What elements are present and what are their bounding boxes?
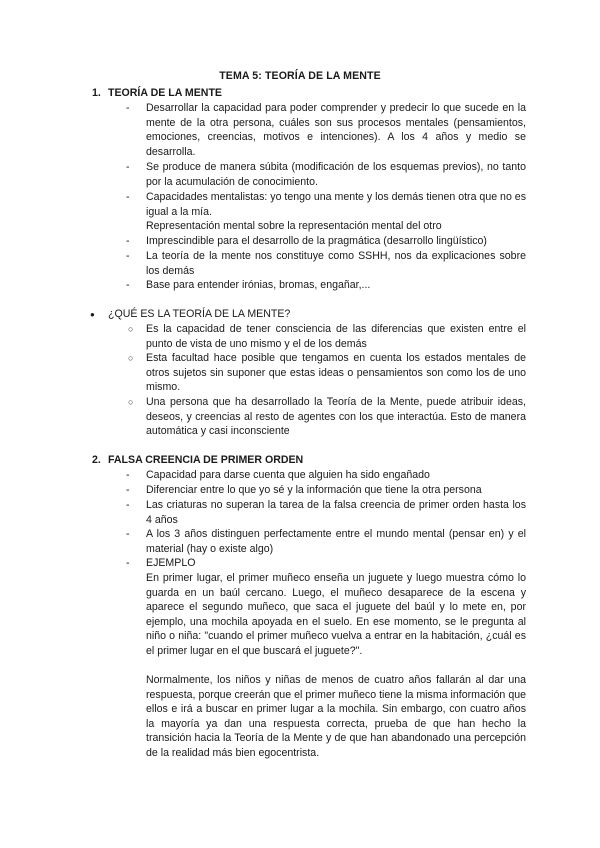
section-2-heading bbox=[92, 453, 303, 468]
dash-marker: - bbox=[126, 484, 130, 496]
section-2-title: FALSA CREENCIA DE PRIMER ORDEN bbox=[108, 454, 304, 466]
bullet-marker: ● bbox=[90, 310, 95, 319]
list-item-text: Base para entender irónias, bromas, engañar,... bbox=[146, 279, 371, 291]
section-1-number: 1. bbox=[92, 87, 101, 99]
dash-marker: - bbox=[126, 499, 130, 511]
example-paragraph-2: Normalmente, los niños y niñas de menos de cuatro años fallarán al dar una respuesta, porque creerán que el primer muñeco tiene la misma información que ellos e irá a buscar en primer lugar a la mochila. Sin embargo, con cuatro años la mayoría ya dan una respuesta correcta, prueba de que han hecho la transición hacia la Teoría de la Mente y de que han abandonado una percepción de la realidad más bien egocentrista. bbox=[146, 674, 526, 759]
list-item bbox=[126, 527, 526, 556]
dash-marker: - bbox=[126, 279, 130, 291]
example-paragraph-1: En primer lugar, el primer muñeco enseña un juguete y luego muestra cómo lo guarda en un baúl cercano. Luego, el muñeco desaparece de la escena y aparece el segundo muñeco, que saca el juguete del baúl y lo mete en, por ejemplo, una mochila apoyada en el suelo. En ese momento, se le pregunta al niño o niña: "cuando el primer muñeco vuelva a entrar en la habitación, ¿cuál es el primer lugar en el que buscará el juguete?". bbox=[146, 572, 526, 657]
list-item-text: Capacidad para darse cuenta que alguien ha sido engañado bbox=[146, 469, 430, 481]
dash-marker: - bbox=[126, 528, 130, 540]
circle-marker: ○ bbox=[128, 324, 134, 334]
sub-list-item-text: Esta facultad hace posible que tengamos en cuenta los estados mentales de otros sujetos sin suponer que estas ideas o pensamientos son como los de uno mismo. bbox=[146, 352, 526, 394]
list-item bbox=[126, 556, 526, 571]
document-title: TEMA 5: TEORÍA DE LA MENTE bbox=[219, 70, 381, 82]
list-item-text: EJEMPLO bbox=[146, 557, 196, 569]
section-2-number: 2. bbox=[92, 454, 101, 466]
dash-marker: - bbox=[126, 557, 130, 569]
list-item-continuation: Representación mental sobre la representación mental del otro bbox=[146, 220, 442, 232]
sub-list-item bbox=[128, 351, 526, 395]
dash-marker: - bbox=[126, 469, 130, 481]
sub-list-item-text: Es la capacidad de tener consciencia de las diferencias que existen entre el punto de vista de uno mismo y el de los demás bbox=[146, 323, 526, 350]
question-label: ¿QUÉ ES LA TEORÍA DE LA MENTE? bbox=[108, 308, 291, 320]
list-item-text: Diferenciar entre lo que yo sé y la información que tiene la otra persona bbox=[146, 484, 482, 496]
dash-marker: - bbox=[126, 102, 130, 114]
list-item-text: Las criaturas no superan la tarea de la falsa creencia de primer orden hasta los 4 años bbox=[146, 499, 526, 526]
list-item bbox=[126, 234, 526, 249]
list-item bbox=[126, 483, 526, 498]
section-1-title: TEORÍA DE LA MENTE bbox=[108, 87, 222, 99]
list-item-text: La teoría de la mente nos constituye como SSHH, nos da explicaciones sobre los demás bbox=[146, 250, 526, 277]
circle-marker: ○ bbox=[128, 397, 134, 407]
list-item bbox=[126, 278, 526, 293]
list-item-text: Desarrollar la capacidad para poder comprender y predecir lo que sucede en la mente de la otra persona, cuáles son sus procesos mentales (pensamientos, emociones, creencias, motivos e intenciones). A los 4 años y medio se desarrolla. bbox=[146, 102, 526, 158]
question-bullet-item bbox=[90, 307, 526, 322]
dash-marker: - bbox=[126, 250, 130, 262]
dash-marker: - bbox=[126, 191, 130, 203]
list-item bbox=[126, 160, 526, 189]
dash-marker: - bbox=[126, 161, 130, 173]
sub-list-item-text: Una persona que ha desarrollado la Teoría de la Mente, puede atribuir ideas, deseos, y creencias al resto de agentes con los que interactúa. Esto de manera automática y casi inconsciente bbox=[146, 396, 526, 438]
section-1-heading bbox=[92, 86, 222, 101]
list-item bbox=[126, 190, 526, 219]
list-item bbox=[126, 101, 526, 159]
list-item bbox=[126, 468, 526, 483]
list-item-text: Capacidades mentalistas: yo tengo una mente y los demás tienen otra que no es igual a la mía. bbox=[146, 191, 526, 218]
list-item-text: A los 3 años distinguen perfectamente entre el mundo mental (pensar en) y el material (hay o existe algo) bbox=[146, 528, 526, 555]
list-item bbox=[126, 249, 526, 278]
list-item-text: Imprescindible para el desarrollo de la pragmática (desarrollo lingüístico) bbox=[146, 235, 487, 247]
list-item bbox=[126, 498, 526, 527]
dash-marker: - bbox=[126, 235, 130, 247]
sub-list-item bbox=[128, 322, 526, 351]
circle-marker: ○ bbox=[128, 353, 134, 363]
list-item-text: Se produce de manera súbita (modificación de los esquemas previos), no tanto por la acumulación de conocimiento. bbox=[146, 161, 526, 188]
sub-list-item bbox=[128, 395, 526, 439]
